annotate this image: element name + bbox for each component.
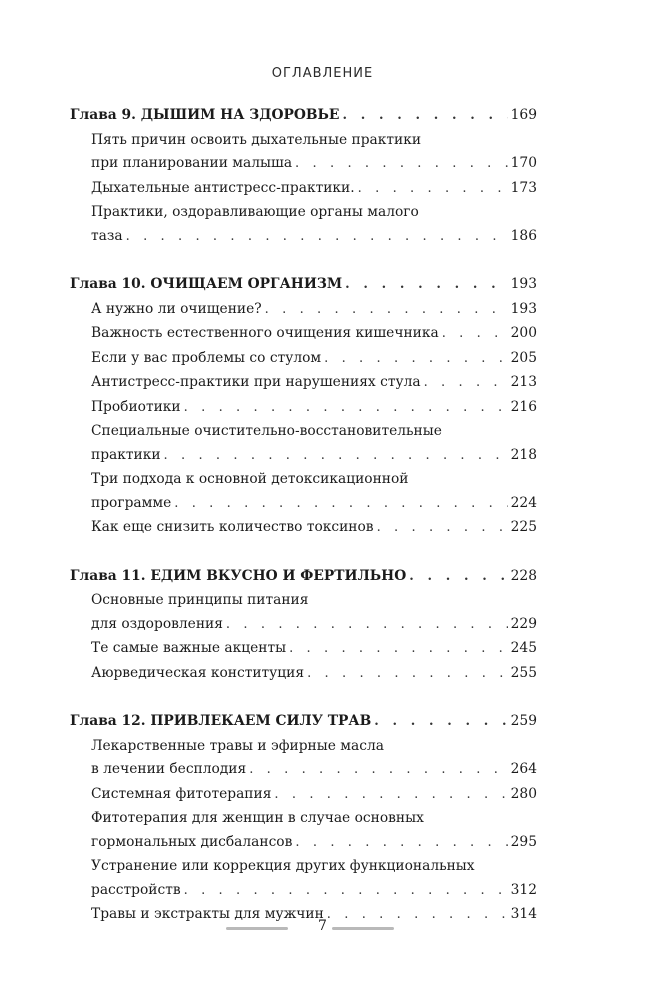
- chapter-title: Глава 9. ДЫШИМ НА ЗДОРОВЬЕ: [70, 107, 340, 123]
- toc-chapter: [70, 104, 537, 248]
- entry-last-line: [91, 347, 537, 371]
- entry-title-line: таза: [91, 227, 123, 244]
- page-number: 7: [318, 918, 327, 934]
- dot-leader: [374, 710, 507, 734]
- dot-leader: [409, 565, 507, 589]
- entry-last-line: [91, 396, 537, 420]
- dot-leader: [226, 613, 508, 637]
- entry-page-number: 193: [510, 300, 537, 317]
- toc-entry[interactable]: [91, 347, 537, 371]
- entry-title-line: Фитотерапия для женщин в случае основных: [91, 810, 424, 826]
- toc-section-list: [70, 735, 537, 927]
- toc-chapter: [70, 565, 537, 686]
- entry-title-line: Основные принципы питания: [91, 592, 309, 608]
- toc-entry[interactable]: [91, 516, 537, 540]
- chapter-page-number: 259: [510, 713, 537, 729]
- entry-title-line: Если у вас проблемы со стулом: [91, 349, 322, 366]
- entry-page-number: 280: [510, 785, 537, 802]
- entry-last-line: [91, 613, 537, 637]
- entry-page-number: 264: [510, 761, 537, 777]
- entry-page-number: 218: [510, 446, 537, 463]
- entry-last-line: [91, 298, 537, 322]
- entry-page-number: 200: [510, 325, 537, 341]
- entry-title-line: Системная фитотерапия: [91, 785, 272, 802]
- entry-page-number: 170: [510, 155, 537, 171]
- entry-title-line: Как еще снизить количество токсинов: [91, 519, 374, 535]
- toc-entry[interactable]: [91, 783, 537, 807]
- dot-leader: [345, 273, 508, 297]
- toc-entry[interactable]: [91, 129, 537, 176]
- toc-entry[interactable]: [91, 662, 537, 686]
- dot-leader: [126, 225, 508, 249]
- entry-title-line: Антистресс-практики при нарушениях стула: [91, 374, 421, 390]
- entry-title-line: программе: [91, 494, 172, 511]
- entry-title-line: Травы и экстракты для мужчин: [91, 906, 324, 922]
- entry-last-line: [91, 516, 537, 540]
- toc-entry[interactable]: [91, 807, 537, 854]
- dot-leader: [442, 322, 508, 346]
- toc-entry[interactable]: [91, 468, 537, 515]
- entry-title-line: А нужно ли очищение?: [91, 300, 262, 317]
- entry-last-line: [91, 831, 537, 855]
- toc-chapter-heading[interactable]: [70, 710, 537, 734]
- toc-entry[interactable]: [91, 177, 537, 201]
- toc-entry[interactable]: [91, 322, 537, 346]
- dot-leader: [274, 783, 507, 807]
- entry-page-number: 312: [510, 881, 537, 898]
- entry-last-line: [91, 879, 537, 903]
- dot-leader: [174, 492, 507, 516]
- dot-leader: [249, 758, 507, 782]
- entry-last-line: [91, 371, 537, 395]
- dot-leader: [265, 298, 508, 322]
- chapter-page-number: 193: [510, 276, 537, 292]
- dot-leader: [184, 879, 508, 903]
- entry-last-line: [91, 322, 537, 346]
- entry-title-line: Три подхода к основной детоксикационной: [91, 471, 409, 487]
- entry-title-line: Важность естественного очищения кишечника: [91, 325, 439, 341]
- entry-last-line: [91, 637, 537, 661]
- dot-leader: [184, 396, 508, 420]
- toc-chapter-heading[interactable]: [70, 104, 537, 128]
- entry-title-line: Специальные очистительно-восстановительные: [91, 423, 442, 439]
- entry-page-number: 216: [510, 398, 537, 415]
- entry-title-line: Устранение или коррекция других функциональных: [91, 858, 475, 874]
- toc-chapter-heading[interactable]: [70, 565, 537, 589]
- footer-ornament-right: [332, 927, 394, 930]
- toc-entry[interactable]: [91, 396, 537, 420]
- entry-title-line: Лекарственные травы и эфирные масла: [91, 737, 384, 754]
- chapter-page-number: 169: [510, 107, 537, 123]
- entry-last-line: [91, 492, 537, 516]
- entry-title-line: при планировании малыша: [91, 155, 293, 171]
- entry-page-number: 245: [510, 640, 537, 656]
- toc-entry[interactable]: [91, 371, 537, 395]
- entry-page-number: 225: [510, 519, 537, 535]
- entry-page-number: 255: [510, 664, 537, 681]
- toc-entry[interactable]: [91, 735, 537, 782]
- toc-entry[interactable]: [91, 298, 537, 322]
- entry-last-line: [91, 152, 537, 176]
- dot-leader: [377, 516, 508, 540]
- entry-last-line: [91, 225, 537, 249]
- running-head: ОГЛАВЛЕНИЕ: [271, 66, 374, 81]
- dot-leader: [307, 662, 508, 686]
- dot-leader: [358, 177, 508, 201]
- toc-section-list: [70, 298, 537, 540]
- chapter-title: Глава 10. ОЧИЩАЕМ ОРГАНИЗМ: [70, 276, 343, 292]
- toc-entry[interactable]: [91, 420, 537, 467]
- entry-page-number: 186: [510, 227, 537, 244]
- page-footer: [0, 914, 645, 938]
- entry-page-number: 173: [510, 179, 537, 196]
- entry-title-line: Дыхательные антистресс-практики.: [91, 179, 355, 196]
- toc-entry[interactable]: [91, 855, 537, 902]
- dot-leader: [324, 347, 508, 371]
- entry-last-line: [91, 177, 537, 201]
- entry-title-line: для оздоровления: [91, 615, 223, 632]
- dot-leader: [424, 371, 508, 395]
- entry-last-line: [91, 662, 537, 686]
- toc-chapter-heading[interactable]: [70, 273, 537, 297]
- chapter-title: Глава 12. ПРИВЛЕКАЕМ СИЛУ ТРАВ: [70, 713, 372, 729]
- entry-title-line: Практики, оздоравливающие органы малого: [91, 204, 419, 220]
- entry-page-number: 213: [510, 374, 537, 390]
- chapter-page-number: 228: [510, 567, 537, 584]
- table-of-contents: [70, 104, 537, 952]
- toc-chapter: [70, 273, 537, 540]
- dot-leader: [164, 444, 508, 468]
- dot-leader: [289, 637, 508, 661]
- entry-title-line: расстройств: [91, 881, 181, 898]
- dot-leader: [295, 152, 508, 176]
- toc-entry[interactable]: [91, 201, 537, 248]
- entry-page-number: 224: [510, 494, 537, 511]
- toc-chapter: [70, 710, 537, 927]
- entry-page-number: 314: [510, 906, 537, 922]
- entry-title-line: Пробиотики: [91, 398, 181, 415]
- entry-title-line: Пять причин освоить дыхательные практики: [91, 131, 422, 148]
- entry-title-line: практики: [91, 446, 161, 463]
- toc-section-list: [70, 129, 537, 249]
- entry-last-line: [91, 444, 537, 468]
- entry-title-line: Аюрведическая конституция: [91, 664, 305, 681]
- entry-page-number: 295: [510, 833, 537, 850]
- entry-title-line: в лечении бесплодия: [91, 761, 247, 777]
- dot-leader: [342, 104, 507, 128]
- chapter-title: Глава 11. ЕДИМ ВКУСНО И ФЕРТИЛЬНО: [70, 567, 407, 584]
- entry-last-line: [91, 758, 537, 782]
- entry-last-line: [91, 783, 537, 807]
- entry-page-number: 205: [510, 349, 537, 366]
- entry-page-number: 229: [510, 615, 537, 632]
- dot-leader: [295, 831, 507, 855]
- toc-entry[interactable]: [91, 637, 537, 661]
- entry-title-line: Те самые важные акценты: [91, 640, 287, 656]
- entry-title-line: гормональных дисбалансов: [91, 833, 293, 850]
- toc-entry[interactable]: [91, 589, 537, 636]
- toc-section-list: [70, 589, 537, 685]
